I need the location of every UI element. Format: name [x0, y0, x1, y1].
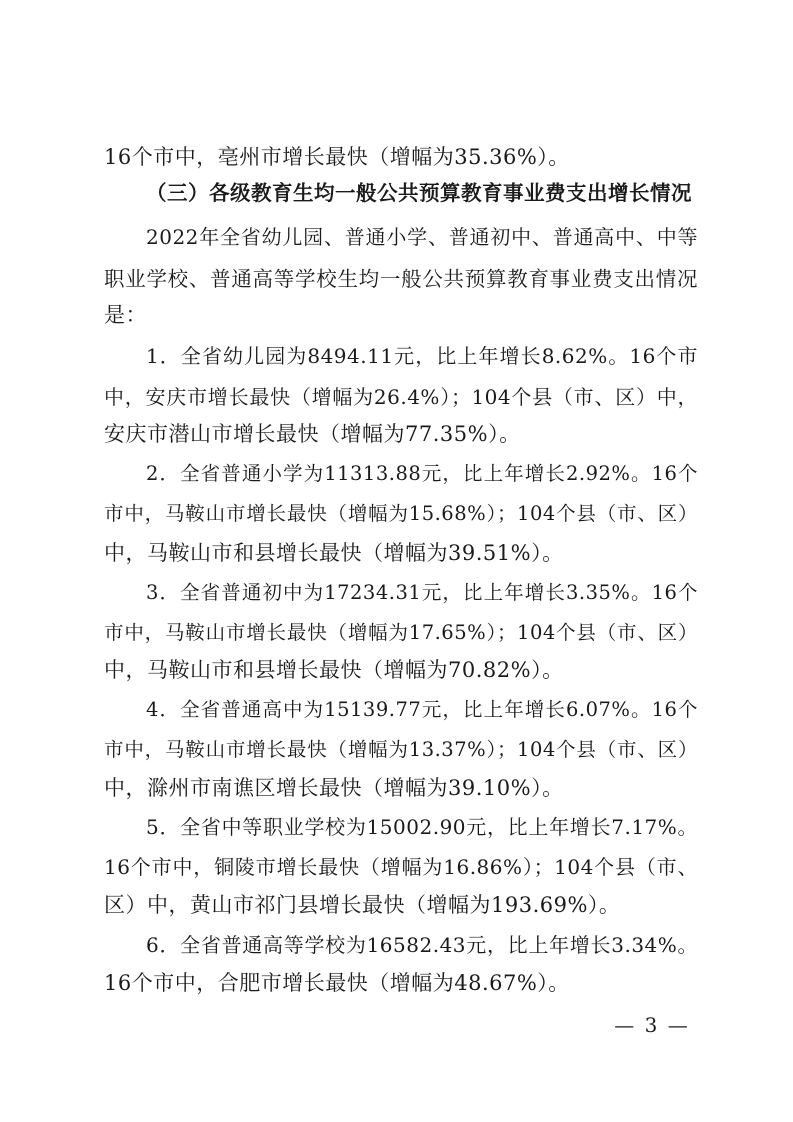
section-heading: （三）各级教育生均一般公共预算教育事业费支出增长情况 [146, 181, 692, 205]
paragraph-line: 3．全省普通初中为17234.31元，比上年增长3.35%。16个 [146, 581, 698, 604]
paragraph-line: 16个市中，合肥市增长最快（增幅为48.67%）。 [104, 971, 570, 995]
page-number: — 3 — [614, 1013, 690, 1037]
paragraph-line: 中，安庆市增长最快（增幅为26.4%）；104个县（市、区）中， [104, 385, 698, 409]
paragraph-line: 市中，马鞍山市增长最快（增幅为13.37%）；104个县（市、区） [104, 738, 698, 761]
paragraph-line: 职业学校、普通高等学校生均一般公共预算教育事业费支出情况 [104, 267, 698, 291]
paragraph-line: 2022年全省幼儿园、普通小学、普通初中、普通高中、中等 [146, 225, 698, 249]
paragraph-line: 16个市中，铜陵市增长最快（增幅为16.86%）；104个县（市、 [104, 855, 698, 879]
paragraph-line: 安庆市潜山市增长最快（增幅为77.35%）。 [104, 422, 521, 446]
paragraph-line: 市中，马鞍山市增长最快（增幅为17.65%）；104个县（市、区） [104, 621, 698, 644]
paragraph-line: 是： [104, 303, 147, 327]
paragraph-line: 中，马鞍山市和县增长最快（增幅为39.51%）。 [104, 541, 564, 565]
paragraph-line: 中，马鞍山市和县增长最快（增幅为70.82%）。 [104, 658, 564, 682]
paragraph-line: 区）中，黄山市祁门县增长最快（增幅为193.69%）。 [104, 893, 621, 917]
paragraph-line: 2．全省普通小学为11313.88元，比上年增长2.92%。16个 [146, 462, 698, 485]
paragraph-line: 1．全省幼儿园为8494.11元，比上年增长8.62%。16个市 [146, 344, 698, 368]
paragraph-line: 6．全省普通高等学校为16582.43元，比上年增长3.34%。 [146, 933, 698, 957]
paragraph-line: 4．全省普通高中为15139.77元，比上年增长6.07%。16个 [146, 698, 698, 721]
paragraph-line: 5．全省中等职业学校为15002.90元，比上年增长7.17%。 [146, 815, 698, 839]
paragraph-line: 16个市中，亳州市增长最快（增幅为35.36%）。 [104, 145, 570, 169]
paragraph-line: 市中，马鞍山市增长最快（增幅为15.68%）；104个县（市、区） [104, 502, 698, 525]
paragraph-line: 中，滁州市南谯区增长最快（增幅为39.10%）。 [104, 776, 564, 800]
